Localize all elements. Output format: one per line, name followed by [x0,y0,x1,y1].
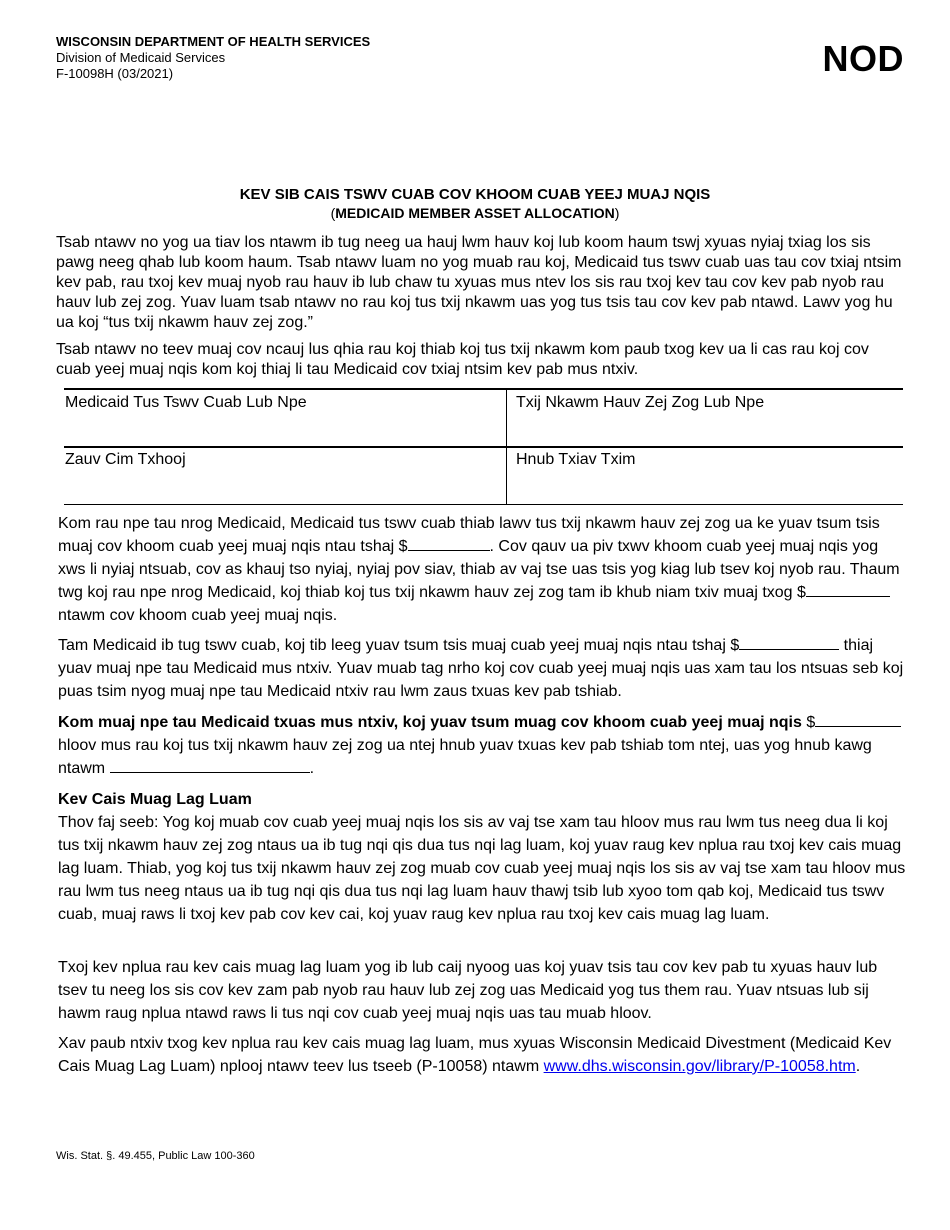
individual-limit-paragraph [58,634,908,703]
asset-limit-text-c: ntawm cov khoom cuab yeej muaj nqis. [58,607,338,624]
asset-limit-paragraph [58,512,908,627]
divestment-more-info-text: Xav paub ntxiv txog kev nplua rau kev cais muag lag luam, mus xyuas Wisconsin Medicaid Divestment (Medicaid Kev Cais Muag Lag Luam) nplooj ntawv teev lus tseeb (P-10058) ntawm [58,1035,892,1075]
member-info-table [64,388,903,505]
division-name: Division of Medicaid Services [56,50,226,65]
spouse-name-field[interactable]: Txij Nkawm Hauv Zej Zog Lub Npe [516,394,765,411]
transfer-amount-blank[interactable] [815,712,901,727]
transfer-paragraph [58,711,908,780]
divestment-link[interactable]: www.dhs.wisconsin.gov/library/P-10058.htm [543,1058,856,1075]
title-subtitle [0,204,950,222]
table-divider [506,390,507,504]
divestment-section [58,788,908,926]
document-title [0,186,950,222]
divestment-paragraph-2: Txoj kev nplua rau kev cais muag lag luam yog ib lub caij nyoog uas koj yuav tsis tau cov kev pab tu xyuas hauv lub tsev tu neeg los sis cov kev zam pab nyob rau hauv lub zej zog uas Medicaid yog tus them rau. Yuav ntsuas lub sij hawm raug nplua ntawd raws li tus nqi cov cuab yeej muaj nqis uas tau muab hloov. [58,959,878,1022]
statute-footer: Wis. Stat. §. 49.455, Public Law 100-360 [56,1150,255,1162]
divestment-paragraph-1: Thov faj seeb: Yog koj muab cov cuab yeej muaj nqis los sis av vaj tse xam tau hloov mus rau lwm tus neeg dua li koj tus txij nkawm hauv zej zog ntaus ua ib tug nqi qis dua tus nqi lag luam, koj yuav raug kev nplua rau txoj kev cais muag lag luam. Thiab, yog koj tus txij nkawm hauv zej zog muab cov cuab yeej muaj nqis los sis av vaj tse xam tau hloov mus rau lwm tus neeg ntaus ua ib tug nqi qis dua tus nqi lag luam hauv thawj tsib lub xyoo tom qab koj, Medicaid tus tswv cuab, muaj raws li txoj kev pab cov kev cai, koj yuav raug kev nplua rau txoj kev cais muag lag luam. [58,814,906,923]
title-main: KEV SIB CAIS TSWV CUAB COV KHOOM CUAB YEEJ MUAJ NQIS [239,186,711,203]
divestment-paragraph-3 [58,1032,908,1078]
title-open-paren: ( [330,205,336,221]
transfer-end: . [309,760,315,777]
individual-limit-text-b: thiaj yuav muaj npe tau Medicaid mus ntxiv. Yuav muab tag nrho koj cov cuab yeej muaj nqis uas xam tau los ntsuas seb koj puas tsim nyog muaj npe tau Medicaid ntxiv rau lwm zaus txuas kev pab tshiab. [58,637,904,700]
intro-paragraph-1: Tsab ntawv no yog ua tiav los ntawm ib tug neeg ua hauj lwm hauv koj lub koom haum tswj xyuas nyiaj txiag los sis pawg neeg qhab lub koom haum. Tsab ntawv luam no yog muab rau koj, Medicaid tus tswv cuab uas tau cov txiaj ntsim kev pab, rau txoj kev muaj nyob rau hauv ib lub chaw tu xyuas mus ntev los sis rau txoj kev tau cov kev pab nyob rau hauv lub zej zog. Yuav luam tsab ntawv no rau koj tus txij nkawm uas yog tus tsis tau cov kev pab ntawd. Lawv yog hu ua koj “tus txij nkawm hauv zej zog.” [56,234,902,331]
individual-limit-blank[interactable] [739,635,839,650]
form-number: F-10098H (03/2021) [56,66,174,81]
asset-limit-text-b: . Cov qauv ua piv txwv khoom cuab yeej muaj nqis yog xws li nyiaj ntsuab, cov as khauj tso nyiaj, nyiaj pov siav, thiab av vaj tse uas tsis yog kiag lub tsev koj nyob rau. Thaum twg koj rau npe nrog Medicaid, koj thiab koj tus txij nkawm hauv zej zog tam ib khub niam txiv muaj txog $ [58,538,900,601]
intro-paragraph-2: Tsab ntawv no teev muaj cov ncauj lus qhia rau koj thiab koj tus txij nkawm kom paub txog kev ua li cas rau koj cov cuab yeej muaj nqis kom koj thiaj li tau Medicaid cov txiaj ntsim kev pab mus ntxiv. [56,341,869,378]
transfer-text: hloov mus rau koj tus txij nkawm hauv zej zog ua ntej hnub yuav txuas kev pab tshiab tom ntej, uas yog hnub kawg ntawm [58,737,872,777]
title-close-paren: ) [614,205,620,221]
divestment-heading: Kev Cais Muag Lag Luam [58,791,252,808]
couple-limit-blank[interactable] [408,536,490,551]
individual-limit-text-a: Tam Medicaid ib tug tswv cuab, koj tib leeg yuav tsum tsis muaj cuab yeej muaj nqis ntau tshaj $ [58,637,740,654]
divestment-link-end: . [855,1058,861,1075]
notice-date-field[interactable]: Hnub Txiav Txim [516,451,636,468]
transfer-date-blank[interactable] [110,758,310,773]
department-name: WISCONSIN DEPARTMENT OF HEALTH SERVICES [56,34,371,49]
member-name-field[interactable]: Medicaid Tus Tswv Cuab Lub Npe [65,394,307,411]
case-number-field[interactable]: Zauv Cim Txhooj [65,451,186,468]
transfer-bold-text: Kom muaj npe tau Medicaid txuas mus ntxiv, koj yuav tsum muag cov khoom cuab yeej muaj nqis [58,714,802,731]
asset-limit-text-a: Kom rau npe tau nrog Medicaid, Medicaid tus tswv cuab thiab lawv tus txij nkawm hauv zej zog ua ke yuav tsum tsis muaj cov khoom cuab yeej muaj nqis ntau tshaj $ [58,515,880,555]
title-sub-text: MEDICAID MEMBER ASSET ALLOCATION [335,205,615,221]
header-block [56,34,370,82]
couple-amount-blank[interactable] [806,582,890,597]
transfer-dollar-sign: $ [806,714,816,731]
nod-label: NOD [822,38,904,79]
